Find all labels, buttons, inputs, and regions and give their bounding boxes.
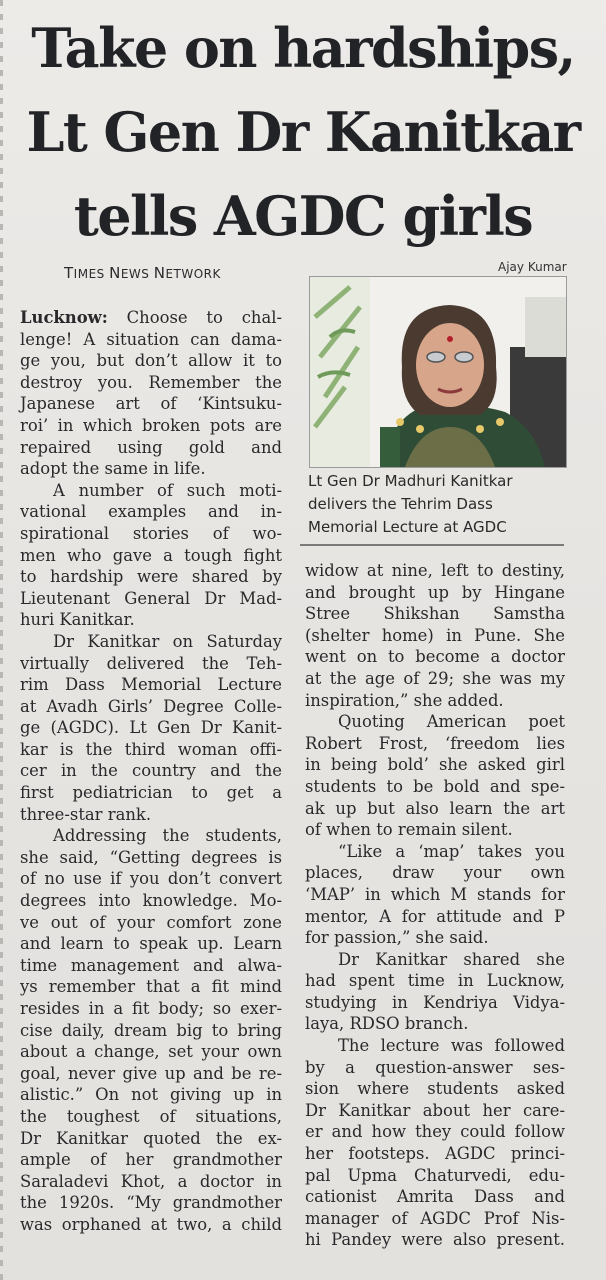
article-line: roi’ in which broken pots are bbox=[20, 415, 282, 435]
caption-divider bbox=[300, 544, 564, 546]
caption-line-3: Memorial Lecture at AGDC bbox=[308, 518, 507, 536]
article-line: she said, “Getting degrees is bbox=[20, 847, 282, 867]
byline-news: EWS bbox=[120, 267, 154, 281]
article-line: A number of such moti- bbox=[53, 480, 282, 500]
article-line: inspiration,” she added. bbox=[305, 690, 504, 710]
article-line: “Like a ‘map’ takes you bbox=[338, 841, 565, 861]
headline bbox=[0, 6, 606, 258]
article-line: pal Upma Chaturvedi, edu- bbox=[305, 1165, 565, 1185]
byline-t: T bbox=[64, 264, 74, 282]
headline-line-2: Lt Gen Dr Kanitkar bbox=[26, 100, 580, 164]
headline-line-1: Take on hardships, bbox=[31, 16, 575, 80]
article-line: manager of AGDC Prof Nis- bbox=[305, 1208, 565, 1228]
article-line: about a change, set your own bbox=[20, 1042, 282, 1062]
article-line: time management and alwa- bbox=[20, 955, 282, 975]
article-line: and brought up by Hingane bbox=[305, 582, 565, 602]
article-line: studying in Kendriya Vidya- bbox=[305, 992, 565, 1012]
article-line: virtually delivered the Teh- bbox=[20, 653, 282, 673]
article-line: and learn to speak up. Learn bbox=[20, 934, 282, 954]
article-line: sion where students asked bbox=[305, 1079, 565, 1099]
dateline: Lucknow: bbox=[20, 308, 108, 327]
article-line: Dr Kanitkar shared she bbox=[338, 949, 565, 969]
article-line: first pediatrician to get a bbox=[20, 783, 282, 803]
article-line: Stree Shikshan Samstha bbox=[305, 604, 565, 624]
article-line: in being bold’ she asked girl bbox=[305, 755, 565, 775]
article-line: mentor, A for attitude and P bbox=[305, 906, 565, 926]
article-line: to hardship were shared by bbox=[20, 567, 282, 587]
article-line: ample of her grandmother bbox=[20, 1150, 282, 1170]
byline-n1: N bbox=[109, 264, 121, 282]
article-line: alistic.” On not giving up in bbox=[20, 1085, 282, 1105]
article-line: vational examples and in- bbox=[20, 502, 282, 522]
article-line: ak up but also learn the art bbox=[305, 798, 565, 818]
article-line: spirational stories of wo- bbox=[20, 523, 282, 543]
article-line: of no use if you don’t convert bbox=[20, 869, 282, 889]
article-line: adopt the same in life. bbox=[20, 459, 206, 479]
photo-caption bbox=[308, 470, 568, 539]
article-line: Japanese art of ‘Kintsuku- bbox=[20, 394, 282, 414]
article-line: Addressing the students, bbox=[53, 826, 282, 846]
article-line: Dr Kanitkar about her care- bbox=[305, 1100, 565, 1120]
article-line: Dr Kanitkar on Saturday bbox=[53, 631, 282, 651]
article-line: of when to remain silent. bbox=[305, 820, 513, 840]
article-line: the 1920s. “My grandmother bbox=[20, 1193, 282, 1213]
article-line: Dr Kanitkar quoted the ex- bbox=[20, 1128, 282, 1148]
photo-credit: Ajay Kumar bbox=[498, 260, 567, 274]
article-line: repaired using gold and bbox=[20, 437, 282, 457]
article-line: men who gave a tough fight bbox=[20, 545, 282, 565]
article-line: Quoting American poet bbox=[338, 712, 565, 732]
article-line: cise daily, dream big to bring bbox=[20, 1020, 282, 1040]
article-line: Lieutenant General Dr Mad- bbox=[20, 588, 282, 608]
article-line: cer in the country and the bbox=[20, 761, 282, 781]
article-line: destroy you. Remember the bbox=[20, 372, 282, 392]
article-line: for passion,” she said. bbox=[305, 928, 489, 948]
article-line: had spent time in Lucknow, bbox=[305, 971, 565, 991]
article-line: three-star rank. bbox=[20, 804, 152, 824]
article-line: places, draw your own bbox=[305, 863, 565, 883]
article-line: cationist Amrita Dass and bbox=[305, 1187, 565, 1207]
article-line: goal, never give up and be re- bbox=[20, 1063, 282, 1083]
article-line: went on to become a doctor bbox=[305, 647, 565, 667]
article-line: er and how they could follow bbox=[305, 1122, 565, 1142]
caption-line-2: delivers the Tehrim Dass bbox=[308, 495, 493, 513]
byline bbox=[64, 264, 221, 282]
article-line: kar is the third woman offi- bbox=[20, 739, 282, 759]
article-column-1 bbox=[20, 307, 282, 1236]
headline-line-3: tells AGDC girls bbox=[73, 184, 533, 248]
article-line: (shelter home) in Pune. She bbox=[305, 625, 565, 645]
article-line: laya, RDSO branch. bbox=[305, 1014, 469, 1034]
article-line: ge you, but don’t allow it to bbox=[20, 351, 282, 371]
byline-n2: N bbox=[153, 264, 166, 282]
article-line: hi Pandey were also present. bbox=[305, 1230, 565, 1250]
byline-network: ETWORK bbox=[165, 267, 221, 281]
article-line: degrees into knowledge. Mo- bbox=[20, 891, 282, 911]
article-line: ys remember that a fit mind bbox=[20, 977, 282, 997]
article-line: ‘MAP’ in which M stands for bbox=[305, 884, 565, 904]
article-line: widow at nine, left to destiny, bbox=[305, 561, 565, 580]
article-line: ge (AGDC). Lt Gen Dr Kanit- bbox=[20, 718, 282, 738]
article-column-2 bbox=[305, 560, 565, 1251]
article-line: at Avadh Girls’ Degree Colle- bbox=[20, 696, 282, 716]
byline-times: IMES bbox=[73, 267, 110, 281]
article-line: huri Kanitkar. bbox=[20, 610, 135, 630]
article-line: students to be bold and spe- bbox=[305, 776, 565, 796]
article-line: Robert Frost, ‘freedom lies bbox=[305, 733, 565, 753]
article-line: the toughest of situations, bbox=[20, 1106, 282, 1126]
article-line: lenge! A situation can dama- bbox=[20, 329, 282, 349]
article-line: was orphaned at two, a child bbox=[20, 1214, 282, 1234]
article-line: by a question-answer ses- bbox=[305, 1057, 565, 1077]
speaker-photo bbox=[309, 276, 567, 468]
article-line: Saraladevi Khot, a doctor in bbox=[20, 1171, 282, 1191]
article-line: ve out of your comfort zone bbox=[20, 912, 282, 932]
article-line: rim Dass Memorial Lecture bbox=[20, 675, 282, 695]
article-line: The lecture was followed bbox=[338, 1036, 565, 1056]
article-line: her footsteps. AGDC princi- bbox=[305, 1144, 565, 1164]
speaker-photo-illustration bbox=[310, 277, 566, 467]
article-line: at the age of 29; she was my bbox=[305, 668, 565, 688]
article-line bbox=[20, 307, 282, 329]
article-line-text: Choose to chal- bbox=[107, 308, 282, 327]
caption-line-1: Lt Gen Dr Madhuri Kanitkar bbox=[308, 472, 513, 490]
article-line: resides in a fit body; so exer- bbox=[20, 999, 282, 1018]
